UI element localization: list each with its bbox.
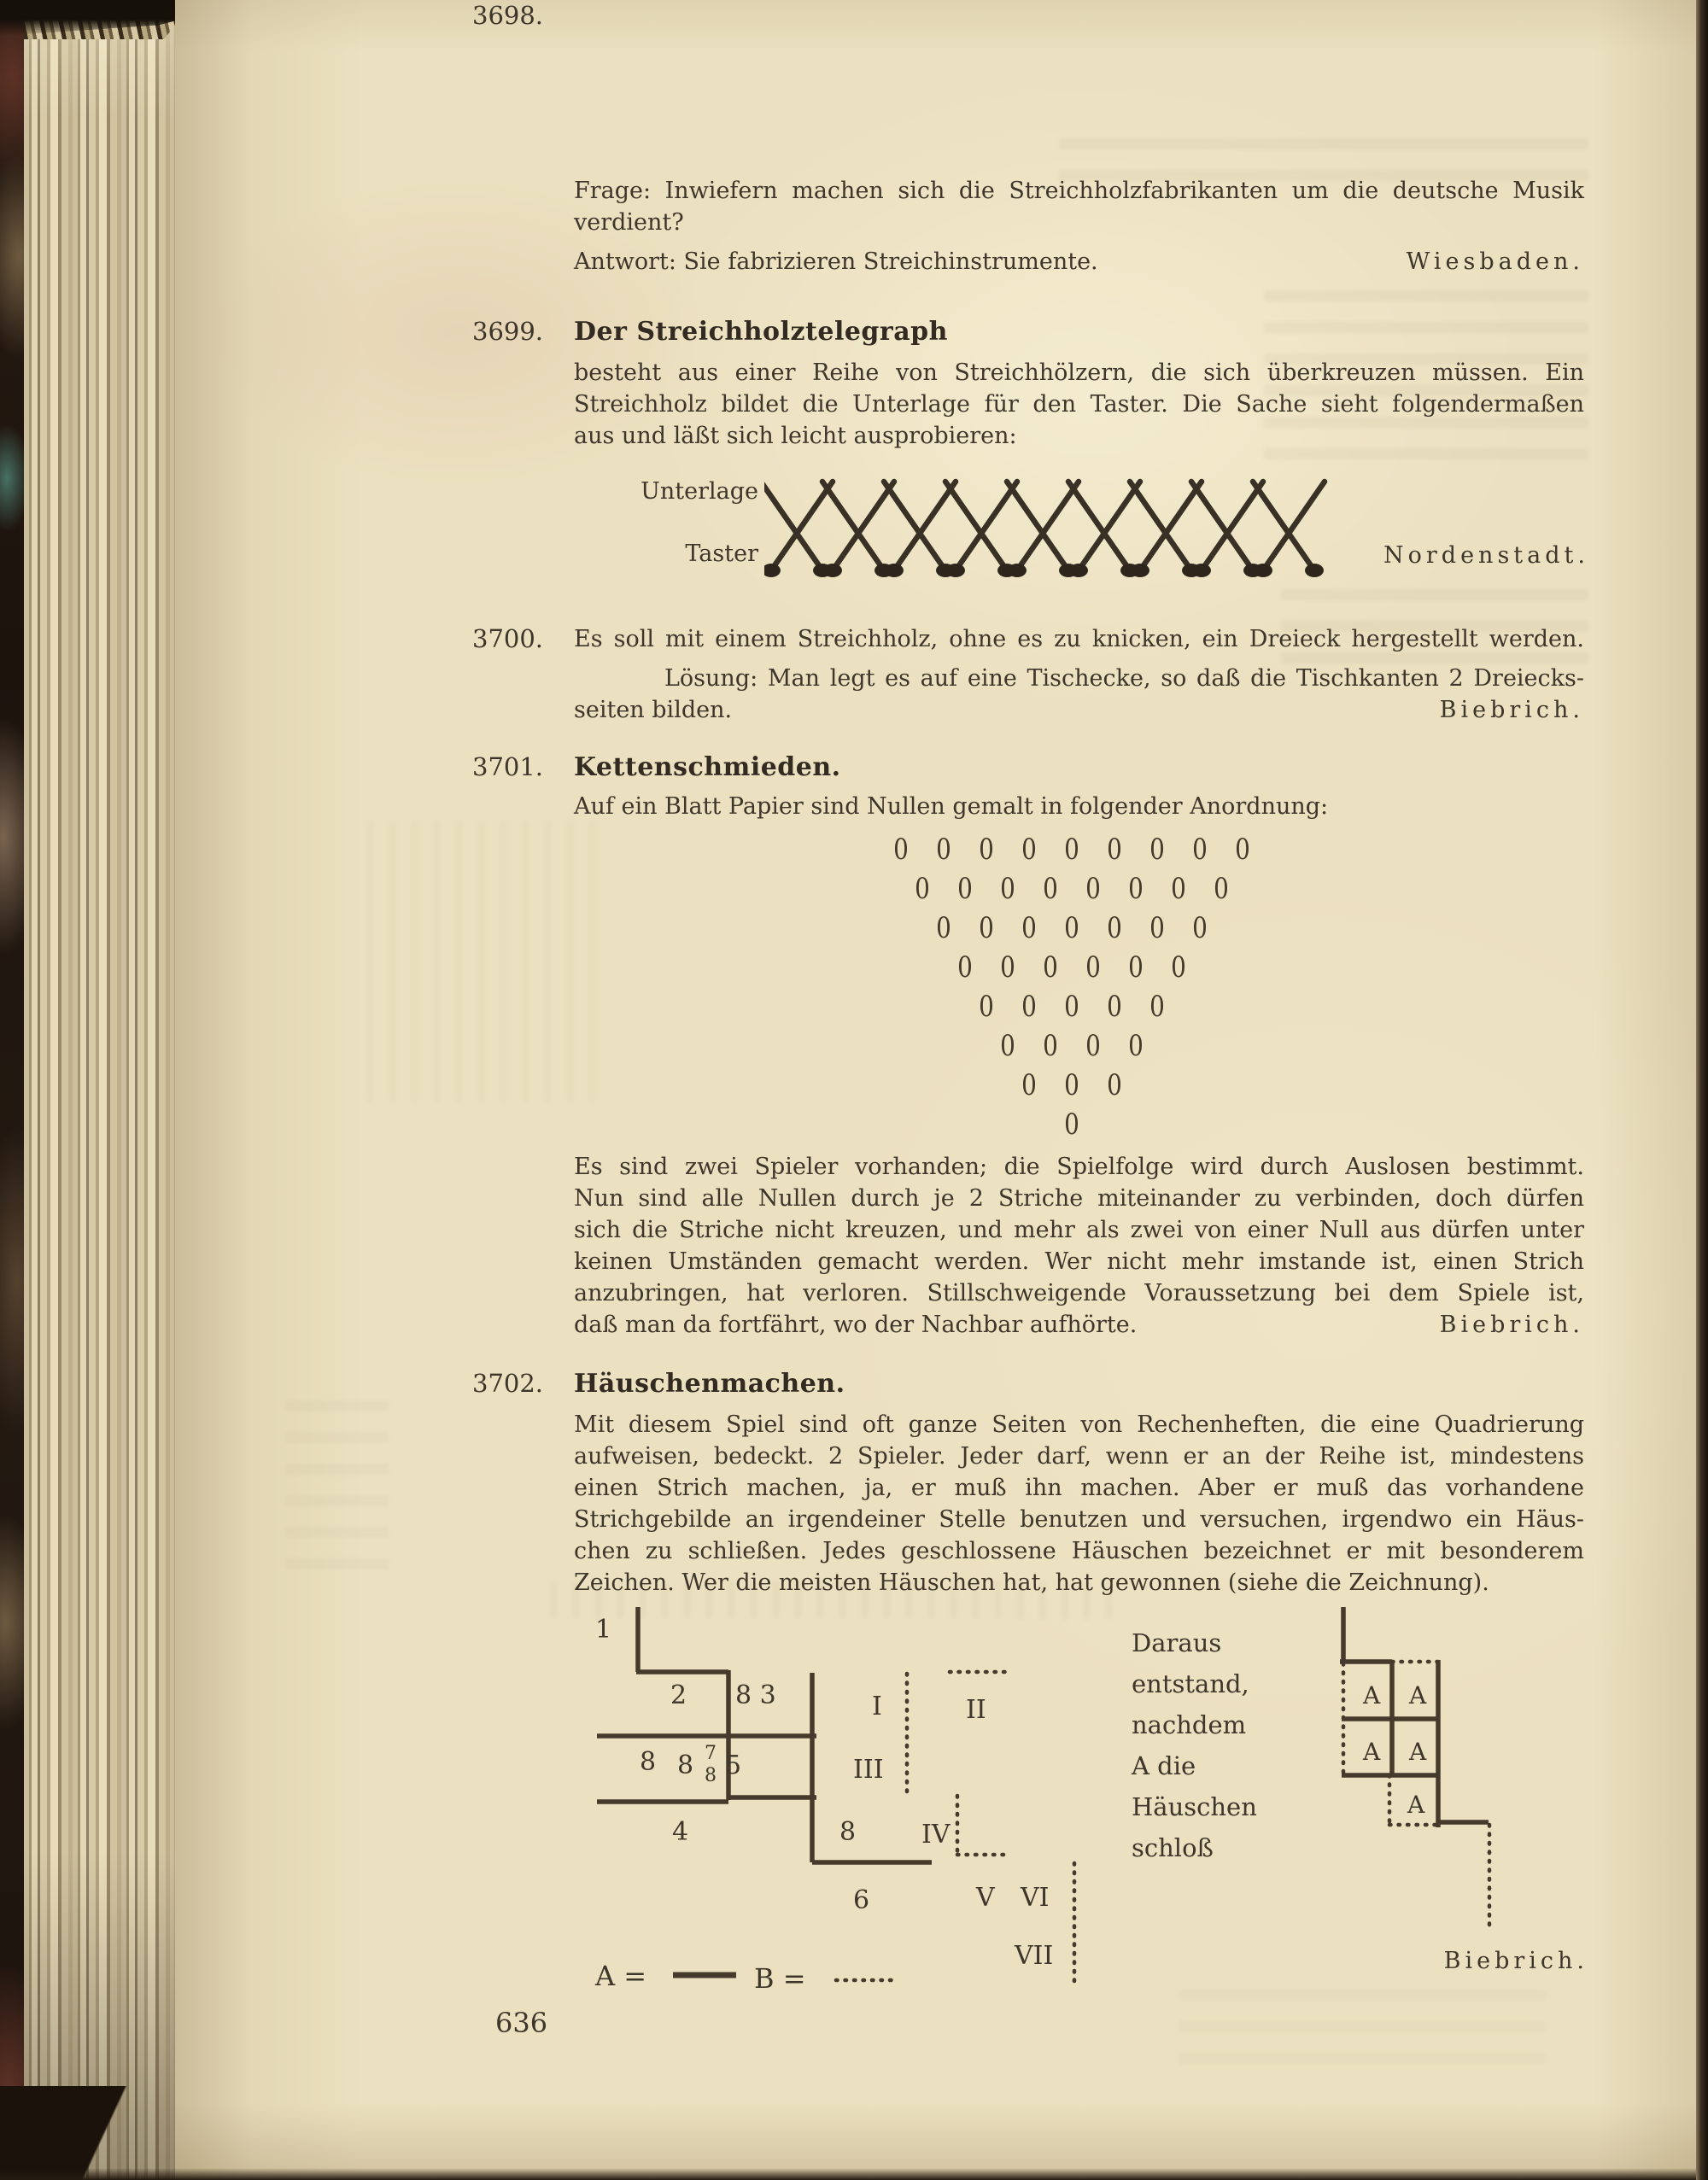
page-edge-stack (24, 0, 178, 2180)
text-line: Mit diesem Spiel sind oft ganze Seiten von Rechenheften, die eine Quadrierung (574, 1411, 1584, 1438)
caption-line: A die (1132, 1751, 1196, 1780)
text-line: verdient? (574, 209, 684, 236)
roman-label: III (853, 1755, 884, 1785)
house-owner-letter: A (1409, 1738, 1427, 1766)
item-number-3701: 3701. (472, 752, 544, 781)
matchstick (1191, 482, 1253, 570)
text-line: daß man da fortfährt, wo der Nachbar aufhörte. (574, 1312, 1138, 1338)
zero-mark: 0 (915, 872, 930, 906)
matchstick (1007, 482, 1068, 570)
page-number: 636 (495, 2007, 548, 2039)
matchstick-head (885, 564, 904, 577)
zero-mark: 0 (979, 911, 994, 945)
text-line: chen zu schließen. Jedes geschlossene Häuschen bezeichnet er mit besonderem (574, 1538, 1584, 1564)
matchstick (956, 482, 1017, 570)
text-line: besteht aus einer Reihe von Streichhölzern, die sich überkreuzen müssen. Ein (574, 359, 1584, 386)
matchstick (1263, 482, 1325, 570)
signature-wiesbaden: Wiesbaden. (1406, 248, 1584, 275)
zero-mark: 0 (1064, 1108, 1079, 1142)
roman-label: VII (1015, 1941, 1054, 1971)
text-line: aus und läßt sich leicht ausprobieren: (574, 423, 1017, 449)
move-number: 8 (839, 1817, 857, 1847)
text-line: Es sind zwei Spieler vorhanden; die Spielfolge wird durch Auslosen bestimmt. (574, 1154, 1584, 1180)
matchstick (894, 482, 956, 570)
house-owner-letter: A (1363, 1681, 1381, 1710)
zero-mark: 0 (936, 833, 951, 867)
text-line: Zeichen. Wer die meisten Häuschen hat, hat gewonnen (siehe die Zeichnung). (574, 1569, 1489, 1596)
house-owner-letter: A (1409, 1681, 1427, 1710)
move-number: 8 (705, 1765, 717, 1786)
signature-biebrich-3701: Biebrich. (1439, 1312, 1584, 1338)
matchstick-head (764, 564, 781, 577)
diagram-caption (1132, 1622, 1337, 1868)
right-edge (1696, 0, 1708, 2180)
zero-mark: 0 (957, 950, 973, 985)
zero-mark: 0 (1214, 872, 1229, 906)
haeuschen-game-diagram (585, 1597, 1106, 1998)
signature-nordenstadt: Nordenstadt. (1383, 542, 1589, 569)
caption-line: entstand, (1132, 1669, 1249, 1698)
zero-mark: 0 (1128, 1029, 1144, 1063)
zero-mark: 0 (957, 872, 973, 906)
zero-mark: 0 (1000, 872, 1015, 906)
matchstick (771, 482, 833, 570)
item-number-3702: 3702. (472, 1369, 544, 1398)
item-3702-body (574, 1409, 1584, 1598)
zero-mark: 0 (1149, 911, 1165, 945)
move-number: 4 (672, 1817, 689, 1847)
matchstick-telegraph-drawing (764, 468, 1328, 587)
matchstick (833, 482, 894, 570)
zeros-row (568, 987, 1576, 1026)
zero-mark: 0 (1064, 1068, 1079, 1102)
matchstick (1017, 482, 1079, 570)
text-line: seiten bilden. (574, 697, 733, 723)
roman-label: I (872, 1692, 882, 1721)
zero-mark: 0 (1085, 1029, 1101, 1063)
signature-biebrich-3702: Biebrich. (1443, 1948, 1588, 1974)
zero-mark: 0 (1000, 1029, 1015, 1063)
zero-mark: 0 (1064, 833, 1079, 867)
ghost-showthrough (286, 1400, 389, 1588)
text-line: keinen Umständen gemacht werden. Wer nicht mehr imstande ist, einen Strich (574, 1248, 1584, 1275)
text-line: Lösung: Man legt es auf eine Tischecke, so daß die Tischkanten 2 Dreiecks- (664, 665, 1584, 692)
zero-mark: 0 (1064, 911, 1079, 945)
zero-mark: 0 (893, 833, 909, 867)
zero-mark: 0 (1192, 833, 1208, 867)
zeros-row (568, 1105, 1576, 1144)
zeros-row (568, 909, 1576, 948)
text-line: anzubringen, hat verloren. Stillschweigende Voraussetzung bei dem Spiele ist, (574, 1280, 1584, 1306)
text-line: Frage: Inwiefern machen sich die Streichholzfabrikanten um die deutsche Musik (574, 178, 1584, 204)
item-number-3699: 3699. (472, 317, 544, 346)
matchstick (1130, 482, 1191, 570)
figure-label-taster: Taster (685, 541, 758, 567)
text-line: Streichholz bildet die Unterlage für den Taster. Die Sache sieht folgendermaßen (574, 391, 1584, 418)
item-3698-question (574, 175, 1584, 238)
matchstick (822, 482, 884, 570)
zeros-row (568, 830, 1576, 869)
zero-mark: 0 (1107, 911, 1122, 945)
item-3698-answer: Antwort: Sie fabrizieren Streichinstrumente. (574, 248, 1098, 275)
item-3702-title: Häuschenmachen. (574, 1369, 845, 1399)
zero-mark: 0 (1043, 1029, 1058, 1063)
move-number: 7 (705, 1743, 717, 1764)
book-cover-spine (0, 0, 26, 2180)
item-number-3700: 3700. (472, 624, 544, 653)
zero-mark: 0 (1107, 990, 1122, 1024)
haeuschen-result-diagram (1332, 1601, 1588, 1985)
zero-mark: 0 (1149, 990, 1165, 1024)
item-3700-statement: Es soll mit einem Streichholz, ohne es zu knicken, ein Dreieck hergestellt werden. (574, 626, 1584, 652)
zeros-row (568, 869, 1576, 909)
zeros-row (568, 1066, 1576, 1105)
zero-mark: 0 (1043, 872, 1058, 906)
move-number: 5 (725, 1750, 742, 1780)
move-number: 8 (640, 1747, 657, 1777)
matchstick (884, 482, 945, 570)
zero-mark: 0 (1107, 833, 1122, 867)
house-owner-letter: A (1363, 1738, 1381, 1766)
zero-mark: 0 (979, 990, 994, 1024)
zero-mark: 0 (1085, 872, 1101, 906)
matchstick (1253, 482, 1314, 570)
ghost-showthrough (1179, 1990, 1546, 2066)
zero-mark: 0 (1043, 950, 1058, 985)
text-line: sich die Striche nicht kreuzen, und mehr als zwei von einer Null aus dürfen unter (574, 1217, 1584, 1243)
matchstick (1079, 482, 1140, 570)
zero-mark: 0 (1107, 1068, 1122, 1102)
zero-mark: 0 (1171, 872, 1186, 906)
house-owner-letter: A (1407, 1791, 1425, 1819)
zero-mark: 0 (1149, 833, 1165, 867)
move-number: 1 (595, 1615, 612, 1645)
item-number-3698: 3698. (472, 1, 544, 30)
item-3701-title: Kettenschmieden. (574, 752, 841, 782)
signature-biebrich-3700: Biebrich. (1439, 697, 1584, 723)
cover-corner-bottom (0, 2086, 196, 2180)
zeros-figure (568, 830, 1576, 1144)
matchstick (945, 482, 1007, 570)
caption-line: schloß (1132, 1833, 1214, 1862)
move-number: 8 (677, 1750, 694, 1780)
legend-b-label: B = (754, 1962, 806, 1995)
matchstick-head (1305, 564, 1324, 577)
matchstick (764, 482, 822, 570)
matchstick (1140, 482, 1202, 570)
matchstick-head (1131, 564, 1149, 577)
zero-mark: 0 (1021, 911, 1037, 945)
zeros-row (568, 948, 1576, 987)
zero-mark: 0 (1000, 950, 1015, 985)
text-line: einen Strich machen, ja, er muß ihn machen. Aber er muß das vorhandene (574, 1475, 1584, 1501)
zero-mark: 0 (1128, 872, 1144, 906)
text-line: Strichgebilde an irgendeiner Stelle benutzen und versuchen, irgendwo ein Häus- (574, 1506, 1584, 1533)
zeros-row (568, 1026, 1576, 1066)
move-number: 6 (853, 1885, 870, 1915)
text-line: aufweisen, bedeckt. 2 Spieler. Jeder darf, wenn er an der Reihe ist, mindestens (574, 1443, 1584, 1470)
text-line: Nun sind alle Nullen durch je 2 Striche miteinander zu verbinden, doch dürfen (574, 1185, 1584, 1212)
move-number: 8 3 (735, 1680, 776, 1710)
roman-label: V (976, 1883, 995, 1913)
zero-mark: 0 (1021, 833, 1037, 867)
matchstick-head (1192, 564, 1211, 577)
matchstick (1068, 482, 1130, 570)
zero-mark: 0 (979, 833, 994, 867)
zero-mark: 0 (1192, 911, 1208, 945)
matchstick-head (946, 564, 965, 577)
roman-label: II (966, 1695, 986, 1725)
zero-mark: 0 (1171, 950, 1186, 985)
bottom-edge-shadow (0, 2168, 1708, 2180)
item-3699-body (574, 357, 1584, 452)
legend-a-label: A = (595, 1960, 647, 1992)
item-3699-title: Der Streichholztelegraph (574, 317, 948, 347)
roman-label: VI (1021, 1883, 1050, 1913)
zero-mark: 0 (1021, 990, 1037, 1024)
caption-line: nachdem (1132, 1710, 1247, 1739)
matchstick-head (1008, 564, 1027, 577)
roman-label: IV (921, 1820, 951, 1850)
zero-mark: 0 (1128, 950, 1144, 985)
move-number: 2 (670, 1680, 687, 1710)
zero-mark: 0 (1085, 950, 1101, 985)
matchstick-head (823, 564, 842, 577)
matchstick (1202, 482, 1263, 570)
item-3701-intro: Auf ein Blatt Papier sind Nullen gemalt in folgender Anordnung: (574, 793, 1329, 820)
figure-label-unterlage: Unterlage (640, 478, 758, 505)
matchstick-head (1254, 564, 1272, 577)
zero-mark: 0 (936, 911, 951, 945)
zero-mark: 0 (1064, 990, 1079, 1024)
caption-line: Häuschen (1132, 1792, 1257, 1821)
zero-mark: 0 (1021, 1068, 1037, 1102)
zero-mark: 0 (1235, 833, 1250, 867)
caption-line: Daraus (1132, 1628, 1222, 1657)
matchstick-head (1069, 564, 1088, 577)
